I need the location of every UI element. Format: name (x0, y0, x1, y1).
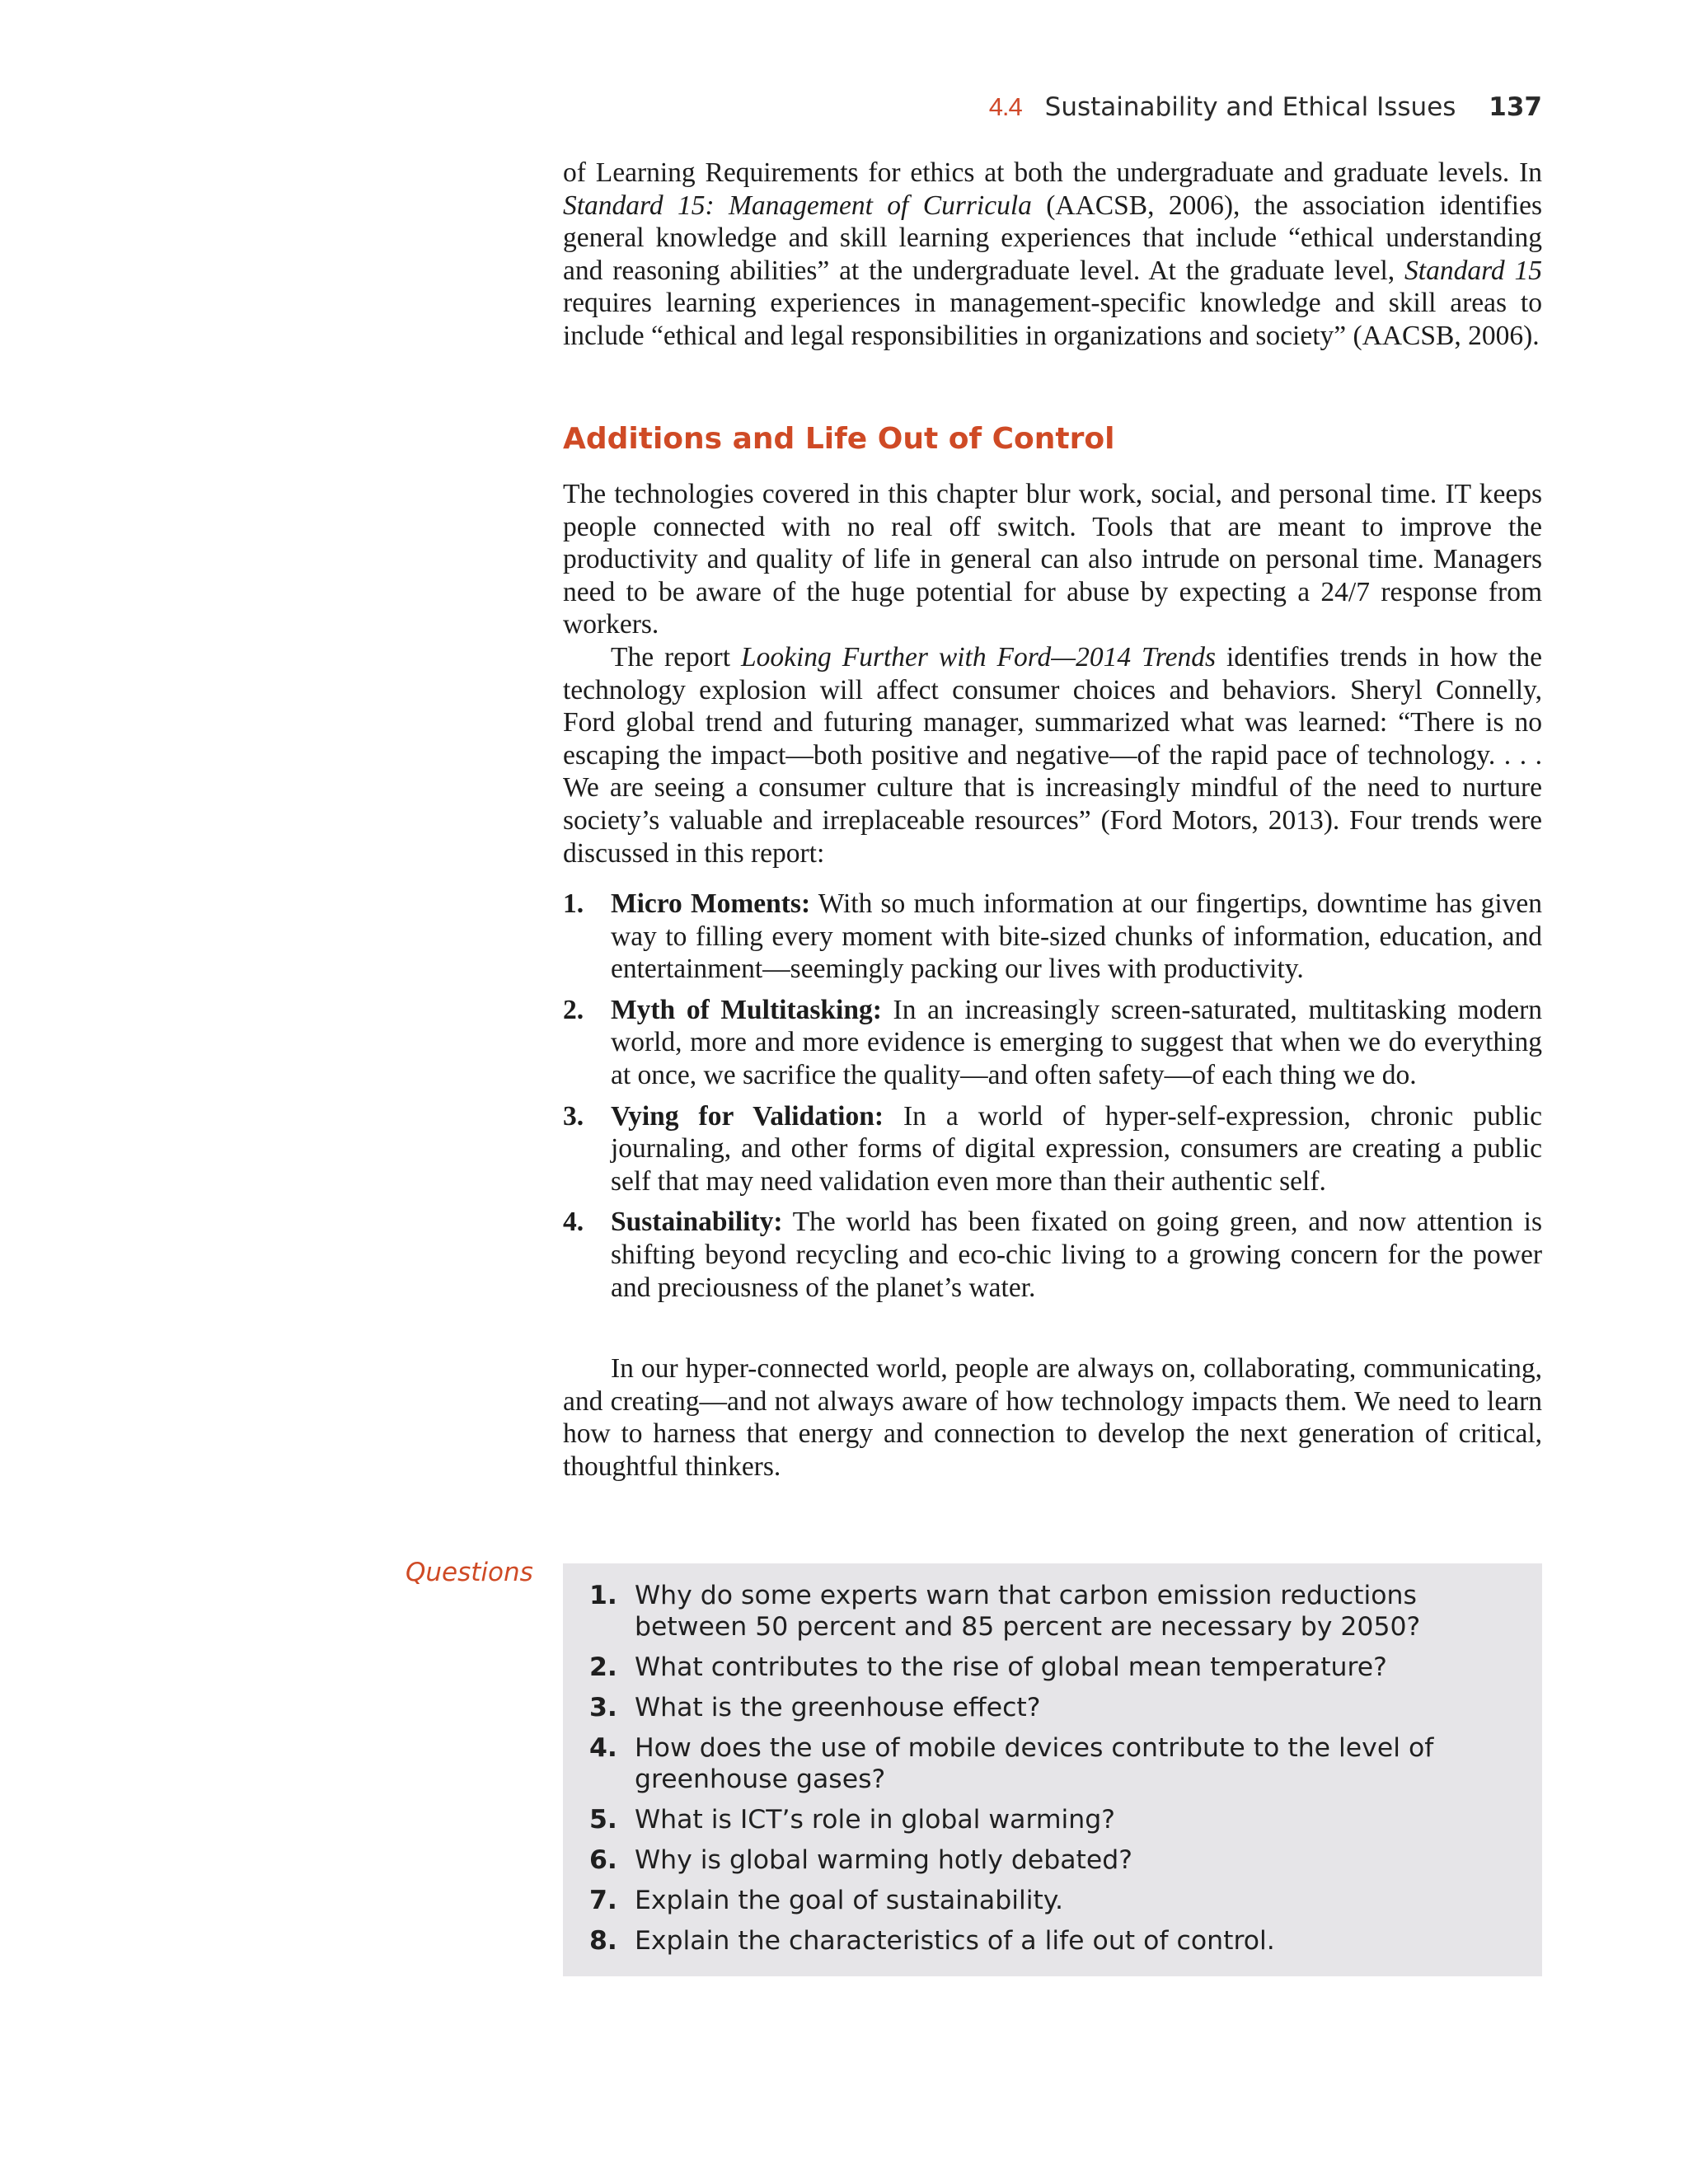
question-number: 6. (589, 1845, 617, 1875)
paragraph-text: identifies trends in how the technology explosion will affect consumer choices and behaviors. Sheryl Connelly, Ford global trend and futuring manager, summarized what was learned: “There is no escaping the impact—both positive and negative—of the rapid pace of technology. . . . We are seeing a consumer culture that is increasingly mindful of the need to nurture society’s valuable and irreplaceable resources” (Ford Motors, 2013). Four trends were discussed in this report: (563, 641, 1542, 869)
list-item (563, 1100, 1542, 1198)
list-number: 2. (563, 994, 584, 1025)
question-item (589, 1925, 1476, 1957)
question-text: Why do some experts warn that carbon emission reductions between 50 percent and 85 percent are necessary by 2050? (635, 1581, 1421, 1642)
question-item (589, 1652, 1476, 1683)
paragraph-text: (AACSB, 2006), the association identifies general knowledge and skill learning experiences that include “ethical understanding and reasoning abilities” at the undergraduate level. At the graduate level, (563, 190, 1542, 286)
question-number: 5. (589, 1805, 617, 1835)
trend-list (563, 888, 1542, 1312)
question-text: What contributes to the rise of global mean temperature? (635, 1652, 1387, 1682)
continued-paragraph (563, 157, 1542, 353)
question-number: 3. (589, 1693, 617, 1722)
list-item (563, 888, 1542, 986)
italic-title: Looking Further with Ford—2014 Trends (740, 641, 1217, 673)
list-term: Sustainability: (611, 1207, 783, 1238)
list-term: Myth of Multitasking: (611, 994, 882, 1025)
closing-paragraph (563, 1352, 1542, 1483)
section-intro (563, 478, 1542, 869)
paragraph: The technologies covered in this chapter blur work, social, and personal time. IT keeps people connected with no real off switch. Tools that are meant to improve the productivity and quality of life in general can also intrude on personal time. Managers need to be aware of the huge potential for abuse by expecting a 24/7 response from workers. (563, 479, 1542, 640)
paragraph-text: of Learning Requirements for ethics at both the undergraduate and graduate levels. In (563, 157, 1542, 188)
question-number: 7. (589, 1886, 617, 1915)
list-text: In a world of hyper-self-expression, chronic public journaling, and other forms of digital expression, consumers are creating a public self that may need validation even more than their authentic self. (611, 1100, 1542, 1197)
list-item (563, 1206, 1542, 1304)
question-item (589, 1804, 1476, 1835)
page-number: 137 (1489, 92, 1542, 122)
question-text: Explain the characteristics of a life out of control. (635, 1926, 1275, 1956)
italic-title: Standard 15 (1404, 255, 1542, 286)
section-number: 4.4 (988, 92, 1022, 121)
question-text: What is ICT’s role in global warming? (635, 1805, 1115, 1835)
questions-box (563, 1563, 1542, 1976)
questions-label: Questions (406, 1558, 533, 1587)
question-number: 4. (589, 1733, 617, 1763)
list-text: With so much information at our fingertips, downtime has given way to filling every moment with bite-sized chunks of information, education, and entertainment—seemingly packing our lives with productivity. (611, 888, 1543, 985)
questions-list (589, 1580, 1476, 1957)
question-item (589, 1580, 1476, 1643)
list-item (563, 994, 1542, 1092)
list-term: Vying for Validation: (611, 1100, 884, 1132)
question-text: Explain the goal of sustainability. (635, 1886, 1063, 1915)
question-item (589, 1844, 1476, 1876)
italic-title: Standard 15: Management of Curricula (563, 190, 1032, 221)
question-text: Why is global warming hotly debated? (635, 1845, 1133, 1875)
list-number: 3. (563, 1100, 584, 1132)
running-header (989, 92, 1542, 122)
paragraph-text: requires learning experiences in management-specific knowledge and skill areas to include “ethical and legal responsibilities in organizations and society” (AACSB, 2006). (563, 288, 1542, 351)
question-item (589, 1692, 1476, 1723)
list-text: In an increasingly screen-saturated, multitasking modern world, more and more evidence is emerging to suggest that when we do everything at once, we sacrifice the quality—and often safety—of each thing we do. (611, 994, 1542, 1090)
paragraph-text: The report (611, 641, 741, 673)
paragraph: In our hyper-connected world, people are always on, collaborating, communicating, and creating—and not always aware of how technology impacts them. We need to learn how to harness that energy and connection to develop the next generation of critical, thoughtful thinkers. (563, 1353, 1542, 1482)
question-item (589, 1885, 1476, 1916)
question-text: How does the use of mobile devices contribute to the level of greenhouse gases? (635, 1733, 1434, 1794)
question-number: 8. (589, 1926, 617, 1956)
question-text: What is the greenhouse effect? (635, 1693, 1041, 1722)
list-term: Micro Moments: (611, 888, 811, 919)
question-number: 2. (589, 1652, 617, 1682)
paragraph (563, 157, 1542, 353)
section-title: Sustainability and Ethical Issues (1044, 92, 1456, 122)
list-number: 4. (563, 1207, 584, 1238)
question-number: 1. (589, 1581, 617, 1610)
list-number: 1. (563, 888, 584, 919)
list-text: The world has been fixated on going green, and now attention is shifting beyond recycling and eco-chic living to a growing concern for the power and preciousness of the planet’s water. (611, 1207, 1542, 1303)
paragraph (563, 641, 1542, 869)
question-item (589, 1732, 1476, 1795)
section-heading: Additions and Life Out of Control (563, 422, 1115, 456)
